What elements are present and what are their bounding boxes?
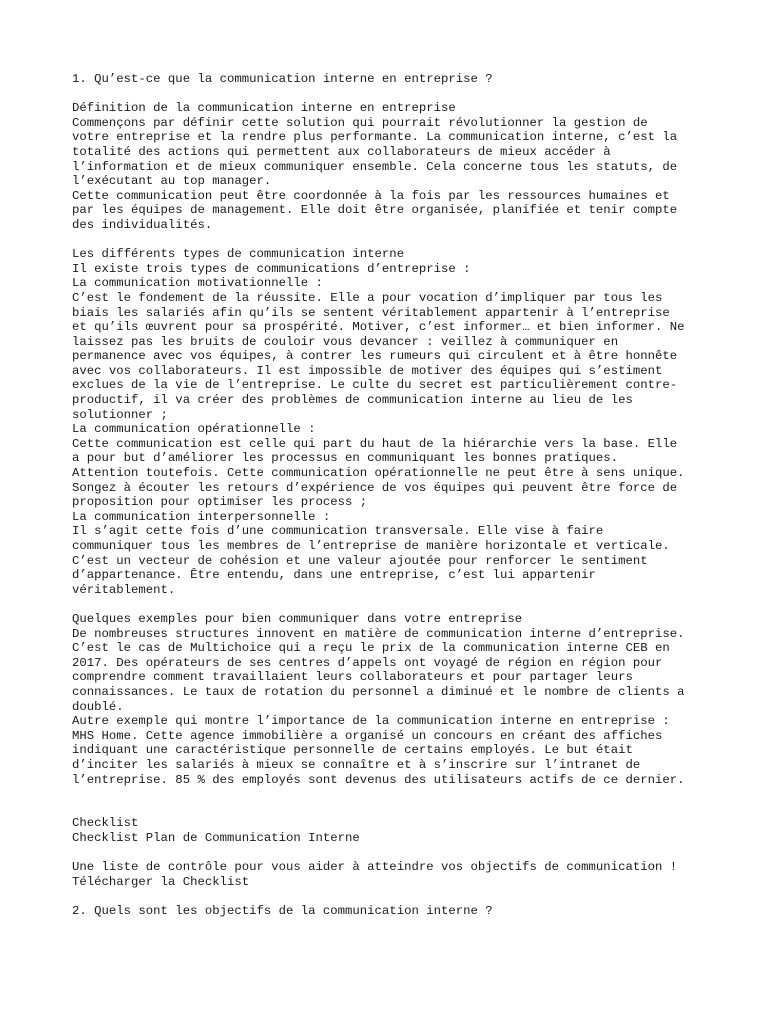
text-line: Attention toutefois. Cette communication opérationnelle ne peut être à sens unique.	[72, 466, 685, 481]
text-line: 2017. Des opérateurs de ses centres d’appels ont voyagé de région en région pour	[72, 655, 663, 670]
text-line: La communication interpersonnelle :	[72, 509, 331, 524]
text-line: Quelques exemples pour bien communiquer dans votre entreprise	[72, 611, 523, 626]
blank-line	[72, 787, 728, 802]
text-line: 2. Quels sont les objectifs de la communication interne ?	[72, 903, 493, 918]
text-line: l’exécutant au top manager.	[72, 174, 272, 189]
blank-line	[72, 802, 728, 817]
text-line: des individualités.	[72, 217, 213, 232]
text-line: votre entreprise et la rendre plus performante. La communication interne, c’est la	[72, 130, 678, 145]
blank-line	[72, 233, 728, 248]
text-line: et qu’ils œuvrent pour sa prospérité. Motiver, c’est informer… et bien informer. Ne	[72, 320, 685, 335]
text-line: Il s’agit cette fois d’une communication transversale. Elle vise à faire	[72, 524, 604, 539]
text-line: Autre exemple qui montre l’importance de la communication interne en entreprise :	[72, 714, 670, 729]
text-line: communiquer tous les membres de l’entreprise de manière horizontale et verticale.	[72, 539, 670, 553]
text-line: solutionner ;	[72, 407, 168, 422]
text-line: Il existe trois types de communications d’entreprise :	[72, 261, 471, 276]
blank-line	[72, 87, 728, 102]
blank-line	[72, 889, 728, 904]
text-line: De nombreuses structures innovent en matière de communication interne d’entreprise.	[72, 626, 685, 641]
text-line: Cette communication peut être coordonnée à la fois par les ressources humaines et	[72, 188, 670, 203]
text-line: Commençons par définir cette solution qui pourrait révolutionner la gestion de	[72, 115, 648, 130]
text-line: indiquant une caractéristique personnelle de certains employés. Le but était	[72, 743, 633, 758]
text-line: l’entreprise. 85 % des employés sont devenus des utilisateurs actifs de ce dernier.	[72, 772, 685, 787]
text-line: comprendre comment travaillaient leurs collaborateurs et pour partager leurs	[72, 670, 633, 685]
document-body	[72, 72, 728, 918]
text-line: La communication opérationnelle :	[72, 422, 316, 437]
text-line: MHS Home. Cette agence immobilière a organisé un concours en créant des affiches	[72, 728, 663, 743]
text-line: La communication motivationnelle :	[72, 276, 323, 291]
text-line: C’est un vecteur de cohésion et une valeur ajoutée pour renforcer le sentiment	[72, 553, 648, 568]
text-line: laissez pas les bruits de couloir vous devancer : veillez à communiquer en	[72, 334, 619, 349]
text-line: d’inciter les salariés à mieux se connaître et à s’inscrire sur l’intranet de	[72, 757, 641, 772]
text-line: d’appartenance. Être entendu, dans une entreprise, c’est lui appartenir	[72, 568, 596, 583]
text-line: proposition pour optimiser les process ;	[72, 495, 368, 510]
text-line: connaissances. Le taux de rotation du personnel a diminué et le nombre de clients a	[72, 684, 685, 699]
text-line: totalité des actions qui permettent aux collaborateurs de mieux accéder à	[72, 144, 611, 159]
text-line: productif, il va créer des problèmes de communication interne au lieu de les	[72, 393, 633, 408]
text-line: par les équipes de management. Elle doit être organisée, planifiée et tenir compte	[72, 203, 678, 218]
text-line: Songez à écouter les retours d’expérience de vos équipes qui peuvent être force de	[72, 480, 678, 495]
text-line: Définition de la communication interne en entreprise	[72, 101, 456, 116]
text-line: exclues de la vie de l’entreprise. Le culte du secret est particulièrement contre-	[72, 378, 678, 393]
text-line: avec vos collaborateurs. Il est impossible de motiver des équipes qui s’estiment	[72, 363, 663, 378]
text-line: véritablement.	[72, 582, 176, 597]
text-line: permanence avec vos équipes, à contrer les rumeurs qui circulent et à être honnête	[72, 349, 678, 364]
blank-line	[72, 845, 728, 860]
text-line: Cette communication est celle qui part du haut de la hiérarchie vers la base. Elle	[72, 436, 678, 451]
text-line: Les différents types de communication interne	[72, 247, 405, 262]
text-line: a pour but d’améliorer les processus en communiquant les bonnes pratiques.	[72, 451, 619, 466]
text-line: doublé.	[72, 699, 124, 714]
blank-line	[72, 597, 728, 612]
text-line: C’est le cas de Multichoice qui a reçu le prix de la communication interne CEB en	[72, 641, 670, 656]
text-line: Checklist	[72, 816, 139, 831]
text-line: C’est le fondement de la réussite. Elle a pour vocation d’impliquer par tous les	[72, 290, 663, 305]
text-line: biais les salariés afin qu’ils se sentent véritablement appartenir à l’entreprise	[72, 305, 670, 320]
text-line: Télécharger la Checklist	[72, 874, 250, 889]
text-line: Une liste de contrôle pour vous aider à atteindre vos objectifs de communication !	[72, 860, 678, 875]
text-line: l’information et de mieux communiquer ensemble. Cela concerne tous les statuts, de	[72, 159, 678, 174]
text-line: 1. Qu’est-ce que la communication interne en entreprise ?	[72, 72, 493, 86]
text-line: Checklist Plan de Communication Interne	[72, 830, 360, 845]
